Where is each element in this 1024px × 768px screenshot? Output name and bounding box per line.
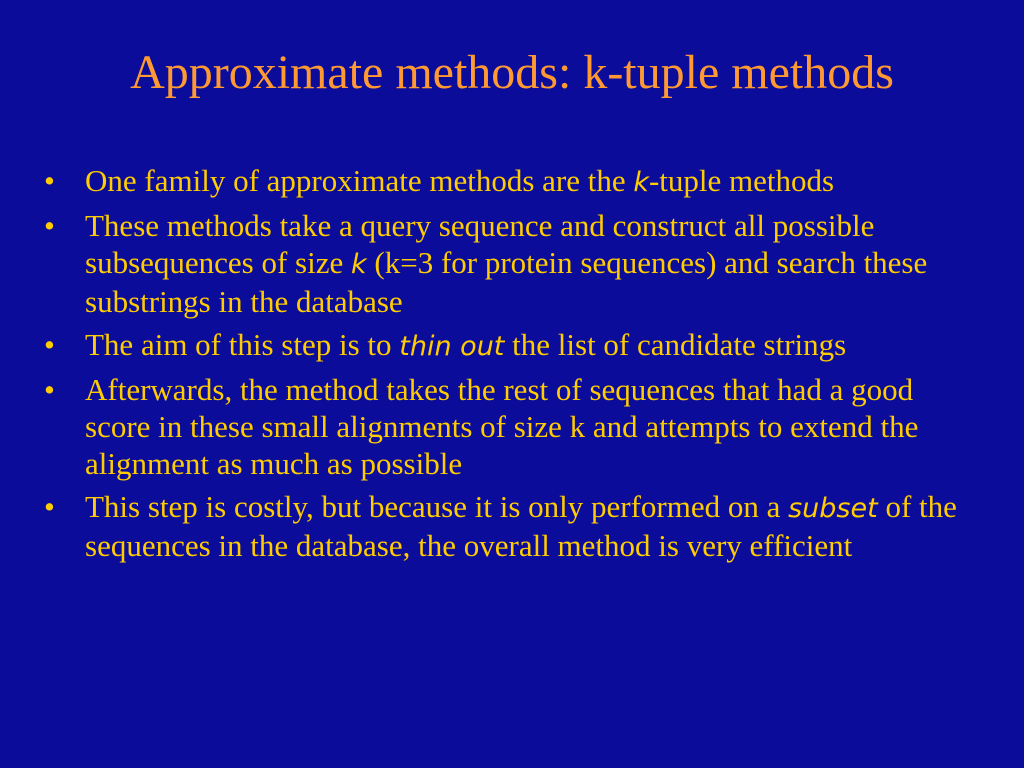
bullet-emphasis: subset (788, 493, 878, 524)
bullet-text: Afterwards, the method takes the rest of sequences that had a good score in these small alignments of size k and attempts to extend the alignment as much as possible (85, 372, 919, 481)
bullet-item-4 (44, 371, 984, 482)
bullet-list (44, 162, 984, 570)
bullet-emphasis: thin out (399, 331, 505, 362)
bullet-item-1 (44, 162, 984, 201)
bullet-marker: • (44, 163, 55, 198)
bullet-text-post: the list of candidate strings (504, 327, 847, 362)
bullet-item-3 (44, 326, 984, 365)
bullet-marker: • (44, 208, 55, 243)
bullet-text-pre: These methods take a query sequence and construct all possible subsequences of size (85, 208, 875, 280)
bullet-item-5 (44, 488, 984, 564)
bullet-text-pre: This step is costly, but because it is only performed on a (85, 489, 789, 524)
bullet-marker: • (44, 372, 55, 407)
bullet-marker: • (44, 327, 55, 362)
bullet-text-pre: The aim of this step is to (85, 327, 400, 362)
bullet-item-2 (44, 207, 984, 320)
bullet-text-post: -tuple methods (648, 163, 835, 198)
bullet-marker: • (44, 489, 55, 524)
bullet-emphasis: k (633, 167, 649, 198)
bullet-text-post: (k=3 for protein sequences) and search these substrings in the database (85, 245, 928, 319)
bullet-emphasis: k (351, 249, 367, 280)
slide-title: Approximate methods: k-tuple methods (130, 46, 894, 99)
bullet-text-pre: One family of approximate methods are the (85, 163, 634, 198)
bullet-text-post: of the sequences in the database, the overall method is very efficient (85, 489, 957, 563)
